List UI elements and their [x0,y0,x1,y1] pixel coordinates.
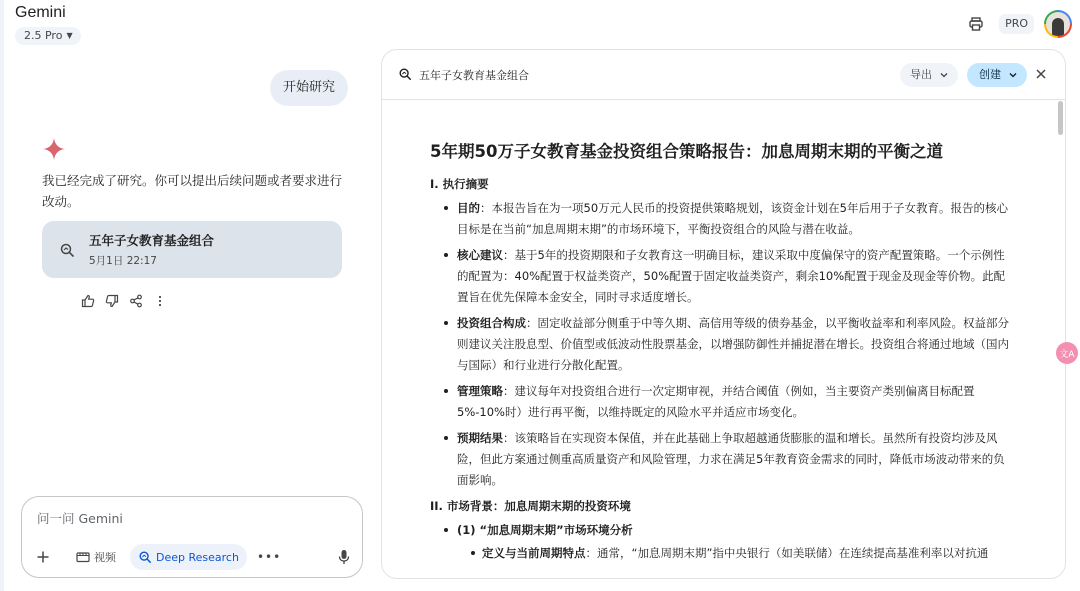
deep-research-icon [398,67,412,81]
deep-research-icon [138,550,152,564]
list-item: 预期结果：该策略旨在实现资本保值，并在此基础上争取超越通货膨胀的温和增长。虽然所有投资均涉及风险，但此方案通过侧重高质量资产和风险管理，力求在满足5年教育资金需求的同时，降低市场波动带来的负面影响。 [457,428,1015,491]
research-result-card[interactable] [42,221,342,278]
translate-extension-icon[interactable]: 文A [1056,342,1078,364]
video-tool-button[interactable] [68,544,124,570]
video-tool-label: 视频 [94,551,116,564]
section-list [430,198,1015,491]
create-label: 创建 [979,68,1001,81]
create-button[interactable] [967,63,1027,87]
research-card-timestamp: 5月1日 22:17 [89,255,157,267]
list-item: 定义与当前周期特点：通常，“加息周期末期”指中央银行（如美联储）在连续提高基准利率以对抗通 [482,543,1015,564]
document-header [382,50,1065,100]
user-message-bubble: 开始研究 [270,70,348,106]
section-heading: I. 执行摘要 [430,177,489,191]
caret-down-icon: ▼ [66,31,73,40]
close-icon[interactable] [1034,67,1048,81]
prompt-input-box [21,496,363,578]
response-actions [80,293,168,309]
assistant-response-text: 我已经完成了研究。你可以提出后续问题或者要求进行改动。 [42,173,343,209]
deep-research-icon [59,242,75,258]
add-icon[interactable] [32,546,54,568]
list-item: 核心建议：基于5年的投资期限和子女教育这一明确目标，建议采取中度偏保守的资产配置策略。一个示例性的配置为：40%配置于权益类资产，50%配置于固定收益类资产，剩余10%配置于现金及现金等价物。此配置旨在优先保障本金安全，同时寻求适度增长。 [457,245,1015,308]
model-label: 2.5 Pro [24,29,63,42]
more-horiz-icon[interactable]: ••• [256,550,282,564]
video-icon [76,551,90,563]
research-document-panel [381,49,1066,579]
list-item: 管理策略：建议每年对投资组合进行一次定期审视，并结合阈值（例如，当主要资产类别偏离目标配置5%-10%时）进行再平衡，以维持既定的风险水平并适应市场变化。 [457,381,1015,423]
research-card-title: 五年子女教育基金组合 [89,233,215,248]
document-title: 5年期50万子女教育基金投资组合策略报告：加息周期末期的平衡之道 [430,142,943,161]
deep-research-button[interactable] [130,544,247,570]
section-heading: II. 市场背景：加息周期末期的投资环境 [430,499,631,513]
deep-research-label: Deep Research [156,550,239,564]
chevron-down-icon [940,72,948,78]
thumbs-up-icon[interactable] [80,293,96,309]
document-scrollbar[interactable] [1058,101,1063,135]
avatar[interactable] [1044,10,1072,38]
share-icon[interactable] [128,293,144,309]
more-vert-icon[interactable] [152,293,168,309]
export-button[interactable] [900,63,958,87]
prompt-input[interactable] [37,511,337,526]
document-header-title: 五年子女教育基金组合 [419,69,529,82]
thumbs-down-icon[interactable] [104,293,120,309]
chevron-down-icon [1009,72,1017,78]
list-item: 投资组合构成：固定收益部分侧重于中等久期、高信用等级的债券基金，以平衡收益率和利率风险。权益部分则建议关注股息型、价值型或低波动性股票基金，以增强防御性并捕捉潜在增长。投资组合将通过地域（国内与国际）和行业进行分散化配置。 [457,313,1015,376]
pro-badge[interactable]: PRO [999,14,1034,34]
document-body [430,138,1015,569]
sub-list [457,543,1015,564]
model-selector[interactable] [15,27,81,45]
list-item: 目的：本报告旨在为一项50万元人民币的投资提供策略规划，该资金计划在5年后用于子女教育。报告的核心目标是在当前“加息周期末期”的市场环境下，平衡投资组合的风险与潜在收益。 [457,198,1015,240]
input-toolbar [32,543,354,571]
gemini-sparkle-icon [42,137,66,161]
export-label: 导出 [910,68,932,81]
app-title: Gemini [15,4,66,21]
microphone-icon[interactable] [334,547,354,567]
section-list [430,520,1015,564]
print-icon[interactable] [963,11,989,37]
left-edge-strip [0,0,4,591]
list-item: (1) “加息周期末期”市场环境分析 定义与当前周期特点：通常，“加息周期末期”指中央银行（如美联储）在连续提高基准利率以对抗通 [457,520,1015,564]
top-right-actions [963,10,1072,38]
avatar-figure [1052,18,1064,36]
